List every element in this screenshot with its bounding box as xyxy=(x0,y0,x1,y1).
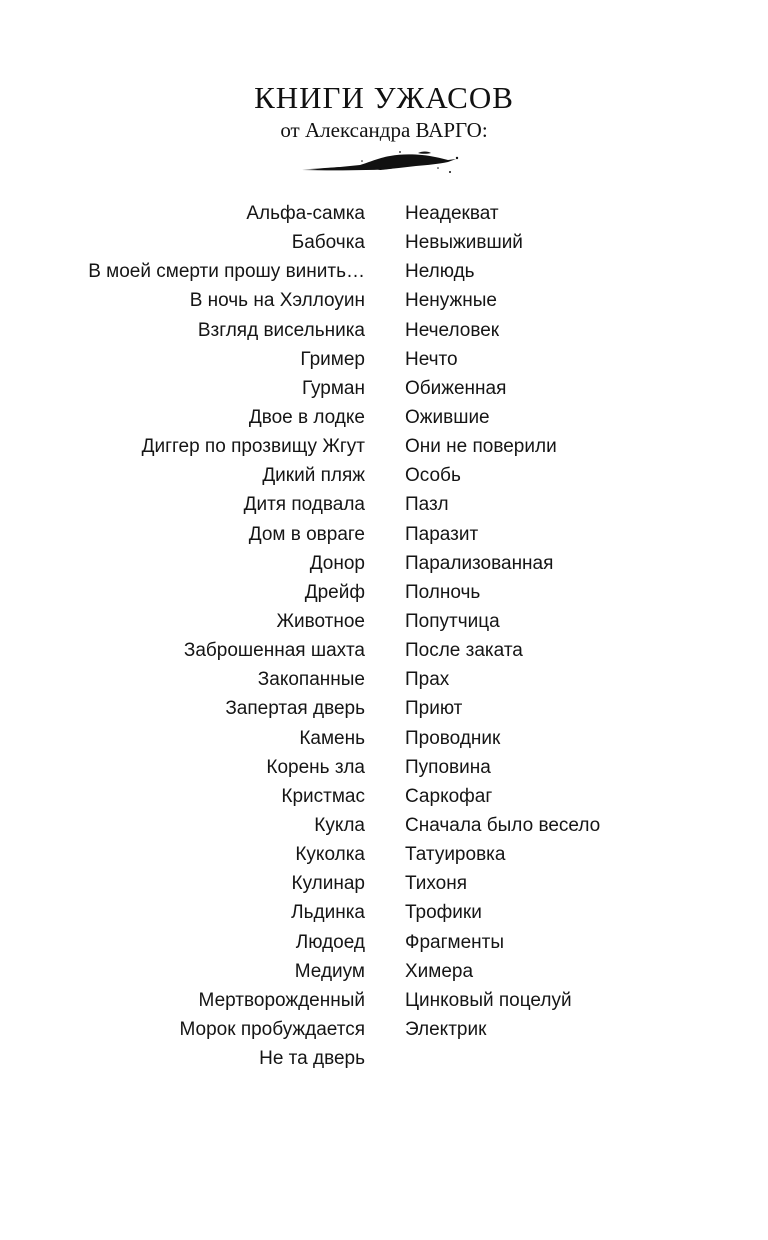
book-title-left-item: Заброшенная шахта xyxy=(183,640,365,662)
book-title-left-item: Запертая дверь xyxy=(225,698,365,720)
book-title-right-item: Прах xyxy=(405,669,450,691)
book-title-left-item: Гример xyxy=(300,348,365,370)
book-title-right-item: Нелюдь xyxy=(405,261,475,283)
book-title-left-item: Взгляд висельника xyxy=(197,319,365,341)
book-title-left-item: Корень зла xyxy=(266,756,365,778)
book-title-left-item: Двое в лодке xyxy=(248,406,365,428)
book-title-left-item: Куколка xyxy=(295,844,365,866)
book-title-right-item: Невыживший xyxy=(405,232,523,254)
book-title-right-item: Пуповина xyxy=(405,756,491,778)
book-title-right-item: Химера xyxy=(405,960,474,982)
book-title-right-item: Проводник xyxy=(405,727,501,749)
book-title-left-item: Альфа-самка xyxy=(246,203,365,224)
book-title-left-item: Диггер по прозвищу Жгут xyxy=(141,436,365,458)
book-list-left xyxy=(25,199,365,1073)
book-title-left-item: Дом в овраге xyxy=(248,523,365,545)
book-title-left-item: Людоед xyxy=(295,931,365,953)
book-title-left-item: Кулинар xyxy=(291,873,365,895)
book-title-left-item: В моей смерти прошу винить… xyxy=(88,261,365,283)
book-title-left-item: Камень xyxy=(299,727,365,749)
book-title-left-item: Морок пробуждается xyxy=(179,1018,365,1040)
book-title-right-item: Пазл xyxy=(405,494,449,516)
book-title-left-item: Животное xyxy=(276,610,365,632)
book-title-right-item: Сначала было весело xyxy=(405,814,601,836)
book-title-right-item: Паразит xyxy=(405,523,479,545)
book-title-left-item: Бабочка xyxy=(291,232,365,254)
book-title-right-item: Фрагменты xyxy=(405,931,504,953)
book-title-left-item: Кукла xyxy=(314,814,365,836)
book-title-right-item: Приют xyxy=(405,698,463,720)
book-title-left-item: Закопанные xyxy=(257,669,365,691)
book-title-left-item: Дитя подвала xyxy=(243,494,365,516)
book-title-left-item: Гурман xyxy=(302,377,365,399)
book-title-right-item: Тихоня xyxy=(405,873,468,895)
book-title-left-item: Донор xyxy=(309,552,365,574)
book-title-right-item: Электрик xyxy=(405,1018,487,1040)
book-title-right-item: Обиженная xyxy=(405,377,507,399)
book-title-right-item: Татуировка xyxy=(405,844,506,866)
book-title-left-item: Медиум xyxy=(294,960,365,982)
book-title-right-item: Ожившие xyxy=(405,406,490,428)
book-title-right-item: Цинковый поцелуй xyxy=(405,989,572,1011)
book-title-left-item: Дрейф xyxy=(304,581,365,603)
book-list-right xyxy=(405,199,705,1044)
book-title-left-item: Дикий пляж xyxy=(262,465,365,487)
ink-splatter-icon xyxy=(300,148,465,178)
book-title-left-item: Кристмас xyxy=(281,785,365,807)
book-title-right-item: Ненужные xyxy=(405,290,497,312)
book-title-right-item: Особь xyxy=(405,465,461,487)
book-title-right-item: Саркофаг xyxy=(405,785,493,807)
book-title-right-item: После заката xyxy=(405,640,523,662)
book-title-right-item: Они не поверили xyxy=(405,436,557,458)
page-title: КНИГИ УЖАСОВ xyxy=(254,80,514,115)
book-title-right-item: Парализованная xyxy=(405,552,554,574)
book-title-left-item: Льдинка xyxy=(291,902,365,924)
book-title-right-item: Неадекват xyxy=(405,203,499,224)
book-title-right-item: Нечто xyxy=(405,348,458,370)
book-title-left-item: Не та дверь xyxy=(259,1048,365,1070)
page-subtitle: от Александра ВАРГО: xyxy=(280,118,488,142)
book-title-right-item: Полночь xyxy=(405,581,481,603)
book-title-left-item: В ночь на Хэллоуин xyxy=(189,290,365,312)
book-title-right-item: Нечеловек xyxy=(405,319,500,341)
book-title-right-item: Трофики xyxy=(405,902,482,924)
book-title-left-item: Мертворожденный xyxy=(198,989,365,1011)
book-title-right-item: Попутчица xyxy=(405,610,500,632)
